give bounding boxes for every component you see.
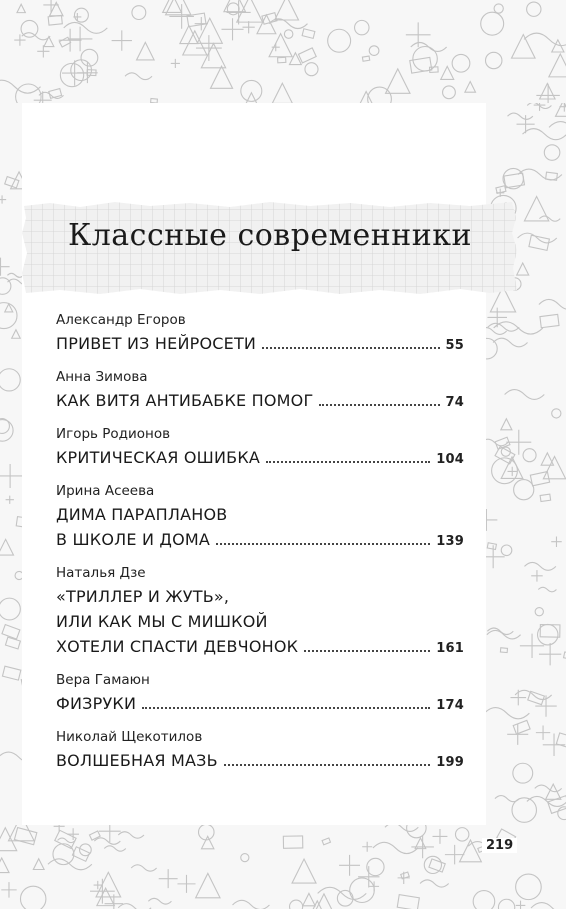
toc-author: Анна Зимова — [56, 369, 148, 385]
toc-entry — [56, 727, 464, 775]
toc-entry — [56, 310, 464, 358]
toc-page-number: 104 — [436, 452, 464, 467]
toc-page-number: 139 — [436, 534, 464, 549]
toc-author: Наталья Дзе — [56, 565, 146, 581]
toc-story-title: «ТРИЛЛЕР И ЖУТЬ», — [56, 587, 230, 606]
toc-page-number: 199 — [436, 755, 464, 770]
toc-title-line — [56, 748, 464, 775]
dot-leader — [224, 764, 430, 766]
toc-author: Александр Егоров — [56, 312, 186, 328]
toc-entry — [56, 670, 464, 718]
toc-title-line — [56, 584, 464, 609]
toc-title-line — [56, 445, 464, 472]
toc-story-title: В ШКОЛЕ И ДОМА — [56, 530, 211, 549]
toc-page-number: 55 — [445, 338, 464, 353]
toc-title-line — [56, 527, 464, 554]
page-number: 219 — [482, 838, 517, 853]
dot-leader — [266, 461, 430, 463]
doodle-border-left — [0, 103, 22, 825]
toc-page-number: 74 — [445, 395, 464, 410]
dot-leader — [142, 707, 430, 709]
section-title: Классные современники — [68, 218, 472, 253]
toc-story-title: ХОТЕЛИ СПАСТИ ДЕВЧОНОК — [56, 637, 299, 656]
toc-title-line — [56, 609, 464, 634]
doodle-border-top — [0, 0, 566, 103]
dot-leader — [319, 404, 439, 406]
toc-story-title: ВОЛШЕБНАЯ МАЗЬ — [56, 751, 218, 770]
toc-title-line — [56, 331, 464, 358]
toc-entry — [56, 563, 464, 661]
toc-entry — [56, 367, 464, 415]
toc-title-line — [56, 634, 464, 661]
toc-entry — [56, 481, 464, 554]
dot-leader — [304, 650, 430, 652]
title-banner — [20, 198, 520, 298]
toc-page-number: 174 — [436, 698, 464, 713]
toc-story-title: КАК ВИТЯ АНТИБАБКЕ ПОМОГ — [56, 391, 314, 410]
toc-page-number: 161 — [436, 641, 464, 656]
toc-entry — [56, 424, 464, 472]
toc-story-title: КРИТИЧЕСКАЯ ОШИБКА — [56, 448, 261, 467]
toc-title-line — [56, 691, 464, 718]
toc-story-title: ПРИВЕТ ИЗ НЕЙРОСЕТИ — [56, 334, 257, 353]
dot-leader — [216, 543, 430, 545]
toc-author: Игорь Родионов — [56, 426, 171, 442]
dot-leader — [262, 347, 439, 349]
toc-story-title: ИЛИ КАК МЫ С МИШКОЙ — [56, 612, 268, 631]
toc-story-title: ДИМА ПАРАПЛАНОВ — [56, 505, 228, 524]
table-of-contents — [56, 310, 464, 784]
toc-author: Ирина Асеева — [56, 483, 155, 499]
toc-story-title: ФИЗРУКИ — [56, 694, 137, 713]
toc-author: Вера Гамаюн — [56, 672, 150, 688]
toc-title-line — [56, 502, 464, 527]
toc-author: Николай Щекотилов — [56, 729, 203, 745]
toc-title-line — [56, 388, 464, 415]
